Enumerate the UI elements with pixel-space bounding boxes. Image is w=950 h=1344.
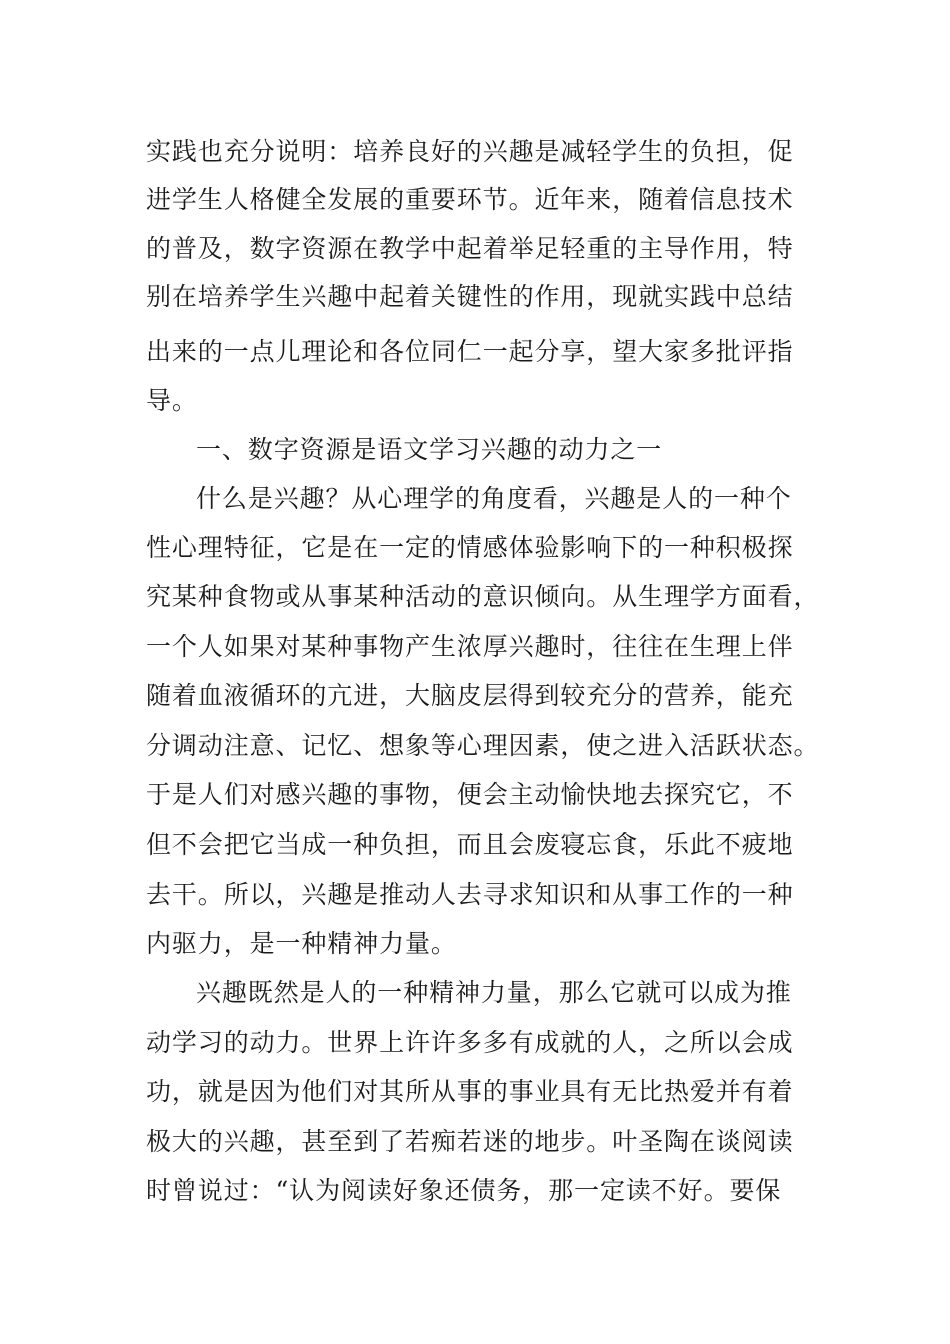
paragraph-line: 进学生人格健全发展的重要环节。近年来，随着信息技术 xyxy=(146,185,794,214)
paragraph-line: 分调动注意、记忆、想象等心理因素，使之进入活跃状态。 xyxy=(146,731,820,760)
paragraph-line: 别在培养学生兴趣中起着关键性的作用，现就实践中总结 xyxy=(146,282,794,311)
paragraph-line: 出来的一点儿理论和各位同仁一起分享，望大家多批评指 xyxy=(146,337,794,366)
paragraph-line: 但不会把它当成一种负担，而且会废寝忘食，乐此不疲地 xyxy=(146,830,794,859)
paragraph-line: 的普及，数字资源在教学中起着举足轻重的主导作用，特 xyxy=(146,234,794,263)
paragraph-line: 一个人如果对某种事物产生浓厚兴趣时，往往在生理上伴 xyxy=(146,632,794,661)
paragraph-line: 于是人们对感兴趣的事物，便会主动愉快地去探究它，不 xyxy=(146,780,794,809)
paragraph-line: 动学习的动力。世界上许许多多有成就的人，之所以会成 xyxy=(146,1028,794,1057)
paragraph-line: 随着血液循环的亢进，大脑皮层得到较充分的营养，能充 xyxy=(146,681,794,710)
paragraph-line: 实践也充分说明：培养良好的兴趣是减轻学生的负担，促 xyxy=(146,137,794,166)
paragraph-line: 性心理特征，它是在一定的情感体验影响下的一种积极探 xyxy=(146,533,794,562)
paragraph-line: 兴趣既然是人的一种精神力量，那么它就可以成为推 xyxy=(196,978,792,1007)
paragraph-line: 功，就是因为他们对其所从事的事业具有无比热爱并有着 xyxy=(146,1077,794,1106)
paragraph-line: 导。 xyxy=(146,386,198,415)
paragraph-line: 内驱力，是一种精神力量。 xyxy=(146,929,457,958)
paragraph-line: 究某种食物或从事某种活动的意识倾向。从生理学方面看， xyxy=(146,582,820,611)
paragraph-line: 去干。所以，兴趣是推动人去寻求知识和从事工作的一种 xyxy=(146,880,794,909)
paragraph-line: 极大的兴趣，甚至到了若痴若迷的地步。叶圣陶在谈阅读 xyxy=(146,1127,794,1156)
section-heading: 一、数字资源是语文学习兴趣的动力之一 xyxy=(196,435,663,464)
paragraph-line: 什么是兴趣？从心理学的角度看，兴趣是人的一种个 xyxy=(196,484,792,513)
paragraph-line: 时曾说过：“认为阅读好象还债务，那一定读不好。要保 xyxy=(146,1176,782,1205)
